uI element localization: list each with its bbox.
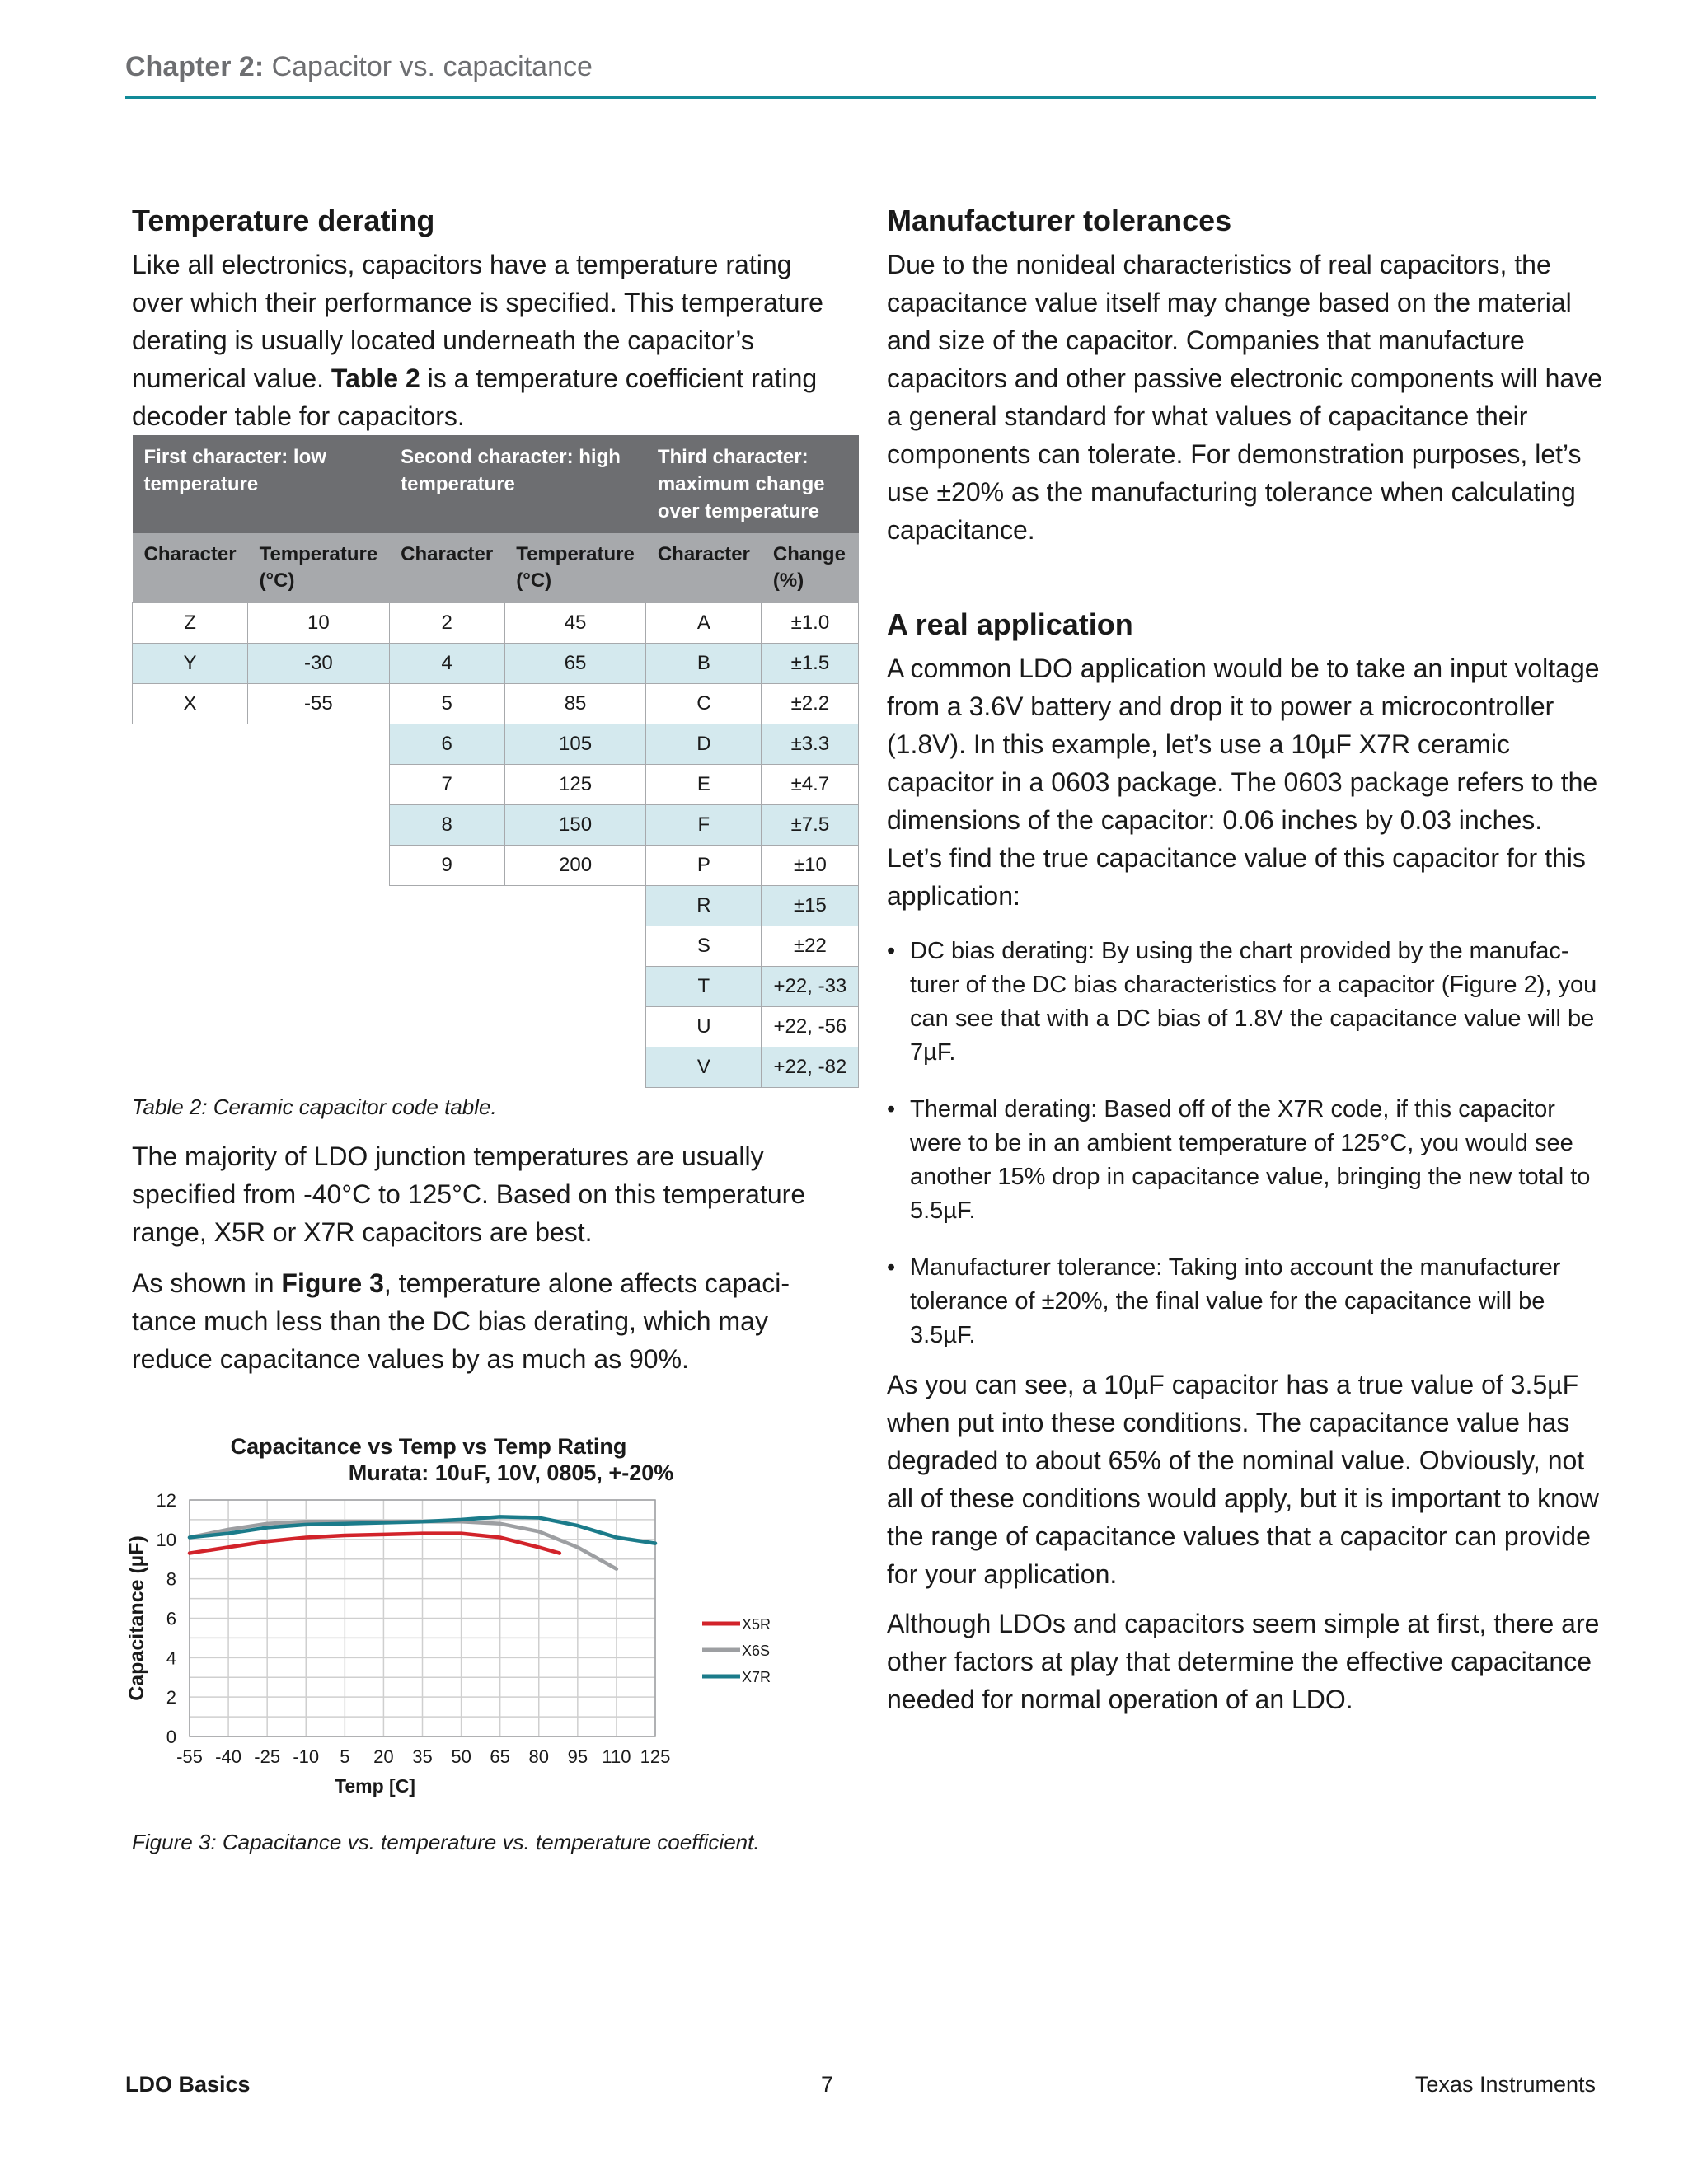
table-empty-cell [248, 846, 390, 886]
table-cell: C [646, 684, 762, 724]
table-column-header-row [133, 533, 859, 603]
table-cell: ±4.7 [762, 765, 859, 805]
table-cell: ±1.0 [762, 603, 859, 644]
table-cell: ±15 [762, 886, 859, 926]
table-cell: 4 [389, 644, 504, 684]
y-tick-label: 0 [166, 1727, 176, 1747]
ldo-temperature-paragraph: The majority of LDO junction temperatures are usually specified from -40°C to 125°C. Based on this temperature range, X5R or X7R capacitors are best. [132, 1141, 806, 1247]
table-row [133, 967, 859, 1007]
col-header-change: Change (%) [762, 533, 859, 603]
col-header-character: Character [133, 533, 248, 603]
manufacturer-tolerances-heading: Manufacturer tolerances [887, 204, 1232, 237]
capacitance-vs-temp-chart [115, 1418, 791, 1813]
table-cell: F [646, 805, 762, 846]
table-empty-cell [248, 926, 390, 967]
table-row [133, 886, 859, 926]
table-cell: U [646, 1007, 762, 1047]
table-row [133, 603, 859, 644]
shown-text-1: As shown in [132, 1268, 282, 1298]
table-row [133, 765, 859, 805]
table-empty-cell [504, 886, 646, 926]
y-tick-label: 12 [156, 1490, 176, 1511]
table-empty-cell [248, 724, 390, 765]
table-cell: Z [133, 603, 248, 644]
table-empty-cell [504, 967, 646, 1007]
chart-subtitle: Murata: 10uF, 10V, 0805, +-20% [348, 1460, 674, 1485]
col-header-temperature: Temperature (°C) [248, 533, 390, 603]
table-empty-cell [389, 926, 504, 967]
table-cell: +22, -82 [762, 1047, 859, 1088]
table-cell: 5 [389, 684, 504, 724]
figure-caption: Figure 3: Capacitance vs. temperature vs. temperature coefficient. [132, 1830, 760, 1854]
x-tick-label: 5 [340, 1746, 350, 1767]
x-tick-label: 110 [602, 1746, 631, 1767]
y-tick-label: 4 [166, 1647, 176, 1669]
table-empty-cell [248, 967, 390, 1007]
table-cell: V [646, 1047, 762, 1088]
table-row [133, 724, 859, 765]
table-empty-cell [248, 1047, 390, 1088]
ceramic-capacitor-code-table [132, 435, 859, 1088]
table-row [133, 644, 859, 684]
y-tick-label: 10 [156, 1529, 176, 1550]
table-cell: E [646, 765, 762, 805]
table-empty-cell [133, 1047, 248, 1088]
table-cell: ±10 [762, 846, 859, 886]
x-tick-label: -55 [176, 1746, 203, 1767]
bullet-thermal: • Thermal derating: Based off of the X7R code, if this capacitor were to be in an ambient temperature of 125°C, you would see another 15% drop in capacitance value, bringing the new total to 5.5µF. [887, 1093, 1604, 1228]
table-empty-cell [133, 886, 248, 926]
table-row [133, 926, 859, 967]
table-empty-cell [389, 886, 504, 926]
table-row [133, 1047, 859, 1088]
table-cell: -55 [248, 684, 390, 724]
table-cell: ±7.5 [762, 805, 859, 846]
real-application-paragraph: A common LDO application would be to take an input voltage from a 3.6V battery and drop it to power a microcontroller (1.8V). In this example, let’s use a 10µF X7R ceramic capacitor in a 0603 package. The 0603 package refers to the dimensions of the capacitor: 0.06 inches by 0.03 inches. [887, 654, 1600, 835]
x-tick-label: 65 [490, 1746, 510, 1767]
table-empty-cell [504, 926, 646, 967]
table-cell: 10 [248, 603, 390, 644]
x-axis-label: Temp [C] [335, 1775, 415, 1797]
footer-title: LDO Basics [125, 2072, 251, 2097]
x-tick-label: 125 [640, 1746, 671, 1767]
header-rule [125, 96, 1596, 99]
table-empty-cell [504, 1007, 646, 1047]
y-tick-label: 6 [166, 1608, 176, 1629]
table-empty-cell [504, 1047, 646, 1088]
y-tick-label: 8 [166, 1568, 176, 1590]
right-column [887, 203, 1604, 1718]
table-row [133, 1007, 859, 1047]
figure-reference-paragraph [132, 1264, 837, 1378]
x-tick-label: -10 [293, 1746, 320, 1767]
x-tick-label: 20 [373, 1746, 394, 1767]
table-cell: 105 [504, 724, 646, 765]
table-cell: T [646, 967, 762, 1007]
table-empty-cell [133, 967, 248, 1007]
x-tick-label: 35 [412, 1746, 433, 1767]
table-cell: 65 [504, 644, 646, 684]
real-application-heading: A real application [887, 607, 1133, 641]
chapter-title: Capacitor vs. capacitance [271, 51, 593, 82]
col-header-temperature: Temperature (°C) [504, 533, 646, 603]
table-empty-cell [248, 886, 390, 926]
table-cell: R [646, 886, 762, 926]
x-tick-label: 95 [567, 1746, 588, 1767]
col-header-character: Character [389, 533, 504, 603]
table-cell: 8 [389, 805, 504, 846]
table-empty-cell [133, 926, 248, 967]
table-empty-cell [133, 765, 248, 805]
x-tick-label: 50 [451, 1746, 471, 1767]
table-empty-cell [248, 765, 390, 805]
y-tick-label: 2 [166, 1687, 176, 1708]
group-header-third: Third character: maximum change over temperature [646, 435, 859, 533]
x-tick-label: -25 [254, 1746, 281, 1767]
table-cell: Y [133, 644, 248, 684]
table-cell: 2 [389, 603, 504, 644]
x-tick-label: 80 [528, 1746, 549, 1767]
chart-title: Capacitance vs Temp vs Temp Rating [230, 1434, 627, 1459]
table-body [133, 603, 859, 1088]
chapter-header [125, 51, 593, 83]
table-cell: ±3.3 [762, 724, 859, 765]
table-cell: X [133, 684, 248, 724]
table-row [133, 846, 859, 886]
conclusion-paragraph: As you can see, a 10µF capacitor has a true value of 3.5µF when put into these conditions. The capacitance value has degraded to about 65% of the nominal value. Obviously, not all of these conditions would apply, but it is important to know the range of capacitance values that a capacitor can provide for your application. [887, 1370, 1599, 1589]
series-line-x5r [190, 1534, 560, 1554]
table-cell: B [646, 644, 762, 684]
table-cell: A [646, 603, 762, 644]
temp-text-1: Like all electronics, capacitors have a temperature rating over which their performance is specified. This temperature derating is usually located underneath the capacitor’s numerical value. [132, 250, 823, 393]
table-cell: P [646, 846, 762, 886]
page-number: 7 [821, 2072, 834, 2097]
bullet-dc-bias: • DC bias derating: By using the chart provided by the manufac-turer of the DC bias characteristics for a capacitor (Figure 2), you can see that with a DC bias of 1.8V the capacitance value will be 7µF. [887, 935, 1604, 1070]
table-cell: 150 [504, 805, 646, 846]
bullet-tolerance: • Manufacturer tolerance: Taking into account the manufacturer tolerance of ±20%, the final value for the capacitance will be 3.5µF. [887, 1251, 1604, 1352]
table-cell: D [646, 724, 762, 765]
closing-paragraph: Although LDOs and capacitors seem simple at first, there are other factors at play that determine the effective capacitance needed for normal operation of an LDO. [887, 1609, 1600, 1714]
table-empty-cell [133, 1007, 248, 1047]
table-cell: +22, -33 [762, 967, 859, 1007]
col-header-character: Character [646, 533, 762, 603]
table-cell: 125 [504, 765, 646, 805]
table-empty-cell [389, 1007, 504, 1047]
table-cell: 45 [504, 603, 646, 644]
table-cell: +22, -56 [762, 1007, 859, 1047]
table-empty-cell [248, 805, 390, 846]
left-column [132, 203, 837, 435]
table-cell: 6 [389, 724, 504, 765]
table-empty-cell [248, 1007, 390, 1047]
temp-text-2: is a temperature coefficient rating decoder table for capacitors. [132, 363, 818, 431]
legend-label-x5r: X5R [742, 1616, 771, 1633]
shown-text-2: , temperature alone affects capaci-tance much less than the DC bias derating, which may reduce capacitance values by as much as 90%. [132, 1268, 790, 1374]
table-empty-cell [133, 805, 248, 846]
table-cell: 85 [504, 684, 646, 724]
table-cell: -30 [248, 644, 390, 684]
table-empty-cell [133, 846, 248, 886]
table-cell: ±22 [762, 926, 859, 967]
table-row [133, 805, 859, 846]
table-cell: S [646, 926, 762, 967]
derating-bullet-list [887, 935, 1604, 1352]
table-group-header-row [133, 435, 859, 533]
table-cell: 200 [504, 846, 646, 886]
table-cell: ±1.5 [762, 644, 859, 684]
y-axis-label: Capacitance (µF) [125, 1535, 148, 1701]
chapter-label: Chapter 2: [125, 51, 265, 82]
temperature-derating-heading: Temperature derating [132, 204, 435, 237]
table-cell: 7 [389, 765, 504, 805]
group-header-second: Second character: high temperature [389, 435, 646, 533]
left-lower-text [132, 1137, 837, 1378]
manufacturer-tolerances-paragraph: Due to the nonideal characteristics of real capacitors, the capacitance value itself may change based on the material and size of the capacitor. Companies that manufacture capacitors and other passive electronic components will have a general standard for what values of capacitance their components can tolerate. For demonstration purposes, let’s use ±20% as the manufacturing tolerance when calculating capacitance. [887, 250, 1603, 545]
figure-3-reference: Figure 3 [281, 1268, 384, 1298]
legend-label-x7r: X7R [742, 1669, 771, 1685]
table-empty-cell [389, 1047, 504, 1088]
x-tick-label: -40 [215, 1746, 241, 1767]
table-cell: ±2.2 [762, 684, 859, 724]
footer-company: Texas Instruments [1414, 2072, 1596, 2097]
table-cell: 9 [389, 846, 504, 886]
legend-label-x6s: X6S [742, 1643, 771, 1659]
table-row [133, 684, 859, 724]
table-empty-cell [133, 724, 248, 765]
temperature-derating-paragraph [132, 246, 837, 435]
group-header-first: First character: low temperature [133, 435, 390, 533]
table-caption: Table 2: Ceramic capacitor code table. [132, 1094, 497, 1119]
find-capacitance-paragraph: Let’s find the true capacitance value of this capacitor for this application: [887, 843, 1586, 911]
table-2-reference: Table 2 [331, 363, 420, 393]
table-empty-cell [389, 967, 504, 1007]
